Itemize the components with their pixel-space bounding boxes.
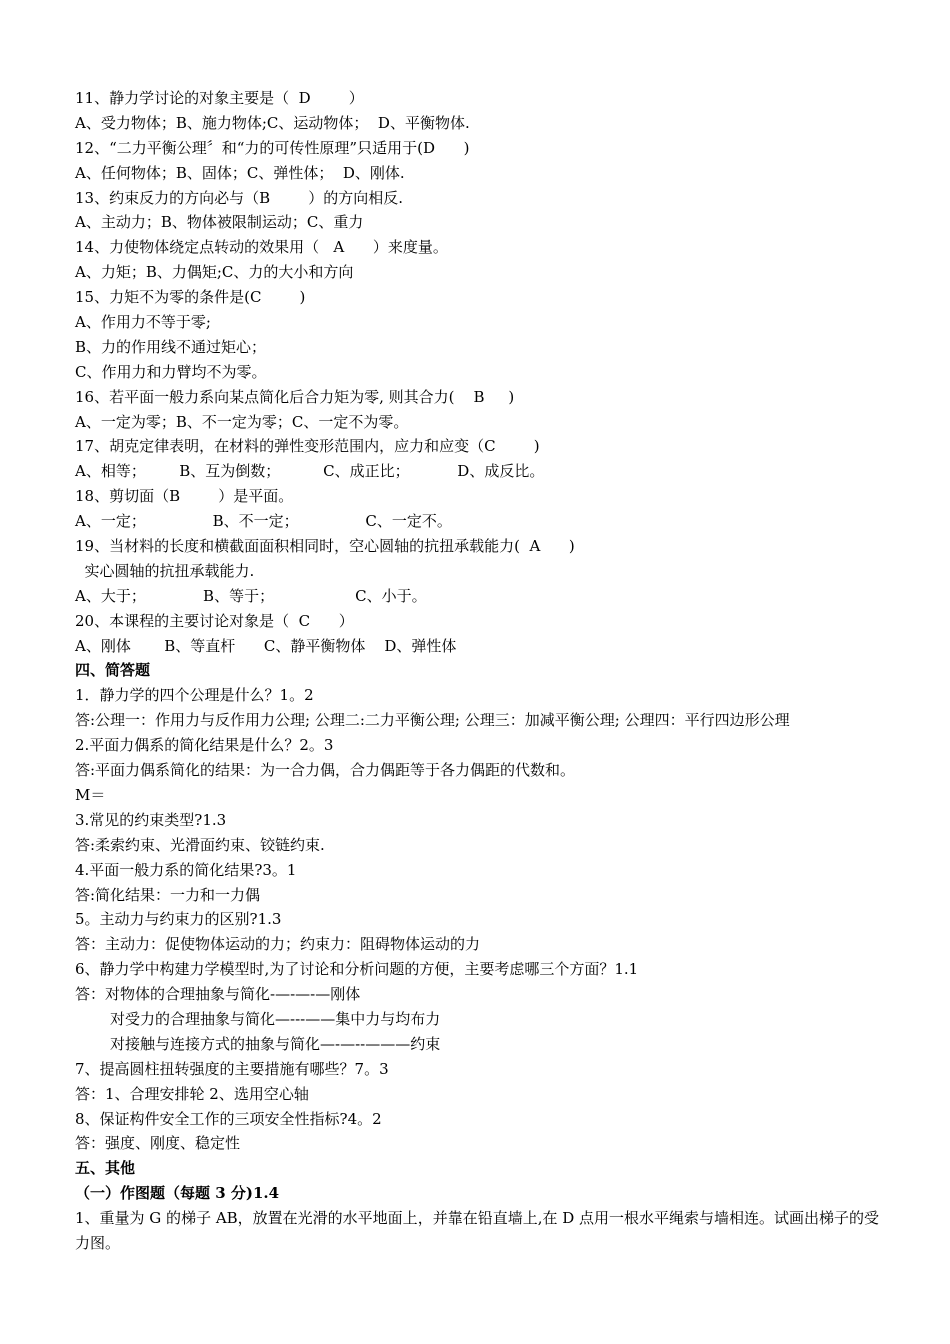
short-answer-4-answer: 答:简化结果：一力和一力偶 [75,885,261,904]
short-answer-6-answer-1: 答：对物体的合理抽象与简化-—-—-—刚体 [75,985,361,1004]
section-heading-other: 五、其他 [75,1159,136,1178]
question-14: 14、力使物体绕定点转动的效果用（ A ）来度量。 [75,238,448,257]
question-15-option-c: C、作用力和力臂均不为零。 [75,362,267,381]
short-answer-6-question: 6、静力学中构建力学模型时,为了讨论和分析问题的方便，主要考虑哪三个方面？1.1 [75,960,639,979]
short-answer-2-question: 2.平面力偶系的简化结果是什么？2。3 [75,736,334,755]
question-15-option-b: B、力的作用线不通过矩心； [75,337,267,356]
question-14-options: A、力矩；B、力偶矩;C、力的大小和方向 [75,263,354,282]
question-19-options: A、大于； B、等于； C、小于。 [75,586,427,605]
question-16-options: A、一定为零；B、不一定为零；C、一定不为零。 [75,412,409,431]
question-18-options: A、一定； B、不一定； C、一定不。 [75,512,452,531]
section-heading-short-answer: 四、简答题 [75,661,151,680]
short-answer-1-answer: 答:公理一：作用力与反作用力公理; 公理二:二力平衡公理; 公理三：加减平衡公理; 公理四：平行四边形公理 [75,711,790,730]
question-18: 18、剪切面（B ）是平面。 [75,487,294,506]
question-19: 19、当材料的长度和横截面面积相同时，空心圆轴的抗扭承载能力( A ) [75,537,575,556]
question-11: 11、静力学讨论的对象主要是（ D ） [75,89,364,107]
question-11-options: A、受力物体；B、施力物体;C、运动物体； D、平衡物体. [75,113,470,132]
short-answer-8-question: 8、保证构件安全工作的三项安全性指标?4。2 [75,1109,382,1128]
question-19-continuation: 实心圆轴的抗扭承载能力. [75,561,255,580]
short-answer-7-question: 7、提高圆柱扭转强度的主要措施有哪些？7。3 [75,1059,389,1078]
question-12-options: A、任何物体；B、固体；C、弹性体； D、刚体. [75,163,405,182]
short-answer-1-question: 1．静力学的四个公理是什么？1。2 [75,686,314,705]
drawing-question-1: 1、重量为 G 的梯子 AB，放置在光滑的水平地面上，并靠在铅直墙上,在 D 点用一根水平绳索与墙相连。试画出梯子的受力图。 [75,1209,880,1252]
question-13-options: A、主动力；B、物体被限制运动；C、重力 [75,213,364,232]
question-16: 16、若平面一般力系向某点简化后合力矩为零, 则其合力( B ) [75,387,515,406]
short-answer-3-question: 3.常见的约束类型?1.3 [75,810,227,829]
question-17-options: A、相等； B、互为倒数； C、成正比； D、成反比。 [75,462,545,481]
short-answer-6-answer-3: 对接触与连接方式的抽象与简化—-—--———约束 [110,1034,441,1053]
short-answer-8-answer: 答：强度、刚度、稳定性 [75,1134,241,1153]
question-20: 20、本课程的主要讨论对象是（ C ） [75,611,354,630]
document-page [75,86,885,1256]
short-answer-2-answer: 答:平面力偶系简化的结果：为一合力偶，合力偶距等于各力偶距的代数和。 [75,761,576,780]
question-20-options: A、刚体 B、等直杆 C、静平衡物体 D、弹性体 [75,636,457,655]
short-answer-3-answer: 答:柔索约束、光滑面约束、铰链约束. [75,835,325,854]
question-12: 12、“二力平衡公理〞和“力的可传性原理”只适用于(D ) [75,138,470,157]
short-answer-5-answer: 答：主动力：促使物体运动的力；约束力：阻碍物体运动的力 [75,935,481,954]
subsection-heading-drawing: （一）作图题（每题 3 分)1.4 [75,1184,280,1203]
question-15-option-a: A、作用力不等于零; [75,313,211,332]
question-17: 17、胡克定律表明，在材料的弹性变形范围内，应力和应变（C ) [75,437,540,456]
short-answer-7-answer: 答：1、合理安排轮 2、选用空心轴 [75,1084,309,1103]
question-13: 13、约束反力的方向必与（B ）的方向相反. [75,188,404,207]
question-15: 15、力矩不为零的条件是(C ) [75,288,306,307]
formula-m: M＝ [75,785,106,804]
short-answer-5-question: 5。主动力与约束力的区别?1.3 [75,910,282,929]
short-answer-4-question: 4.平面一般力系的简化结果?3。1 [75,860,297,879]
short-answer-6-answer-2: 对受力的合理抽象与简化—---——集中力与均布力 [110,1009,441,1028]
